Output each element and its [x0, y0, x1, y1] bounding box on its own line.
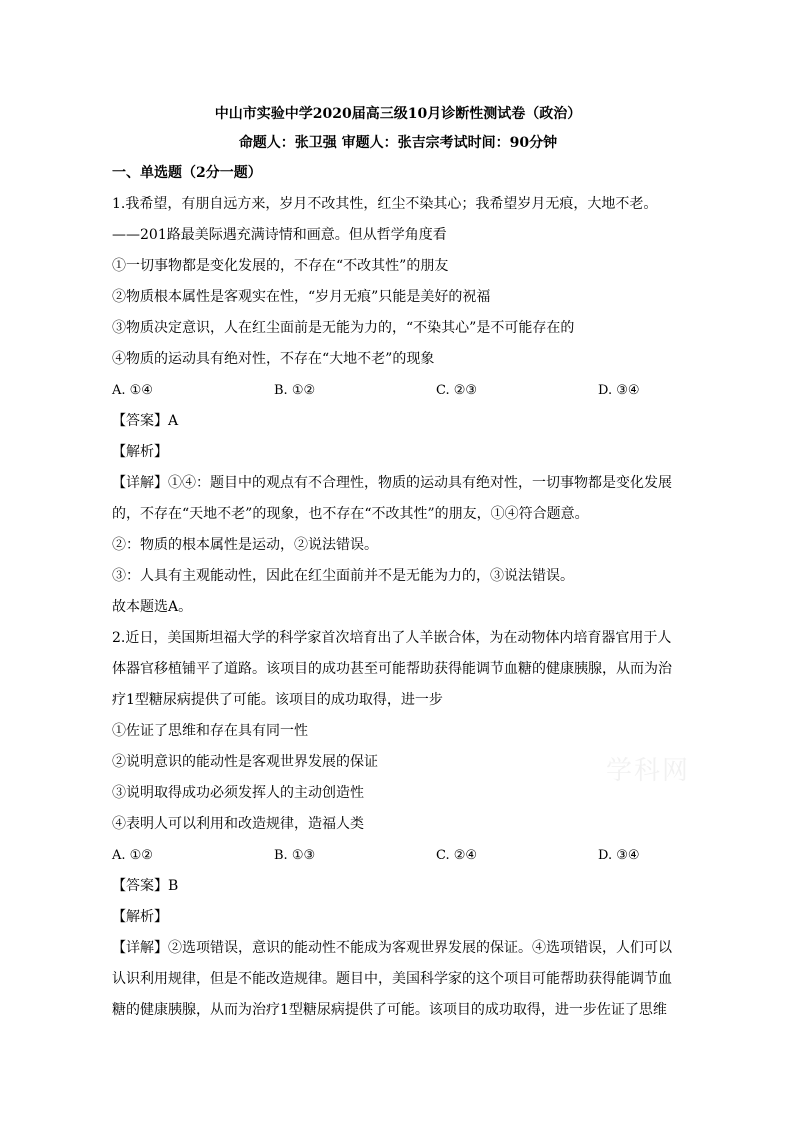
q1-option-d: D. ③④	[598, 383, 640, 398]
q1-item-2: ②物质根本属性是客观实在性，“岁月无痕”只能是美好的祝福	[112, 289, 491, 305]
q2-option-d: D. ③④	[598, 848, 640, 863]
q2-options	[112, 840, 684, 871]
q1-stem-2: ——201路最美际遇充满诗情和画意。但从哲学角度看	[112, 227, 447, 243]
q2-detail-1: 【详解】②选项错误，意识的能动性不能成为客观世界发展的保证。④选项错误，人们可以	[112, 940, 672, 956]
q2-detail-2: 认识利用规律，但是不能改造规律。题目中，美国科学家的这个项目可能帮助获得能调节血	[112, 971, 672, 987]
watermark: 学科网	[606, 756, 691, 786]
q2-stem-3: 疗1型糖尿病提供了可能。该项目的成功取得，进一步	[112, 692, 443, 708]
q1-detail-3: ②：物质的根本属性是运动，②说法错误。	[112, 537, 378, 553]
q1-item-1: ①一切事物都是变化发展的，不存在“不改其性”的朋友	[112, 258, 449, 274]
q1-option-b: B. ①②	[274, 383, 316, 398]
q2-item-1: ①佐证了思维和存在具有同一性	[112, 723, 308, 739]
q2-option-a: A. ①②	[112, 848, 153, 863]
q1-option-c: C. ②③	[436, 383, 478, 398]
q1-detail-5: 故本题选A。	[112, 599, 193, 615]
q1-detail-1: 【详解】①④：题目中的观点有不合理性，物质的运动具有绝对性，一切事物都是变化发展	[112, 475, 672, 491]
q2-item-3: ③说明取得成功必须发挥人的主动创造性	[112, 785, 364, 801]
q1-item-4: ④物质的运动具有绝对性，不存在“大地不老”的现象	[112, 351, 435, 367]
q2-item-4: ④表明人可以利用和改造规律，造福人类	[112, 816, 364, 832]
q2-stem-1: 2.近日，美国斯坦福大学的科学家首次培育出了人羊嵌合体，为在动物体内培育器官用于人	[112, 630, 672, 646]
q1-detail-4: ③：人具有主观能动性，因此在红尘面前并不是无能为力的，③说法错误。	[112, 568, 574, 584]
q1-option-a: A. ①④	[112, 383, 153, 398]
q2-option-b: B. ①③	[274, 848, 316, 863]
q1-answer: 【答案】A	[112, 413, 179, 429]
q1-stem: 1.我希望，有朋自远方来，岁月不改其性，红尘不染其心；我希望岁月无痕，大地不老。	[112, 196, 658, 212]
exam-subtitle: 命题人：张卫强 审题人：张吉宗考试时间：90分钟	[238, 135, 558, 151]
q2-stem-2: 体器官移植铺平了道路。该项目的成功甚至可能帮助获得能调节血糖的健康胰腺，从而为治	[112, 661, 672, 677]
exam-title: 中山市实验中学2020届高三级10月诊断性测试卷（政治）	[214, 106, 582, 122]
q2-detail-3: 糖的健康胰腺，从而为治疗1型糖尿病提供了可能。该项目的成功取得，进一步佐证了思维	[112, 1002, 667, 1018]
q2-item-2: ②说明意识的能动性是客观世界发展的保证	[112, 754, 378, 770]
q2-answer: 【答案】B	[112, 878, 179, 894]
q1-detail-2: 的，不存在“天地不老”的现象，也不存在“不改其性”的朋友，①④符合题意。	[112, 506, 589, 522]
q1-item-3: ③物质决定意识，人在红尘面前是无能为力的，“不染其心”是不可能存在的	[112, 320, 575, 336]
q2-option-c: C. ②④	[436, 848, 478, 863]
section-heading: 一、单选题（2分一题）	[112, 165, 262, 181]
q1-analysis-label: 【解析】	[112, 444, 168, 460]
q2-analysis-label: 【解析】	[112, 909, 168, 925]
document-page	[112, 100, 684, 1026]
q1-options	[112, 375, 684, 406]
